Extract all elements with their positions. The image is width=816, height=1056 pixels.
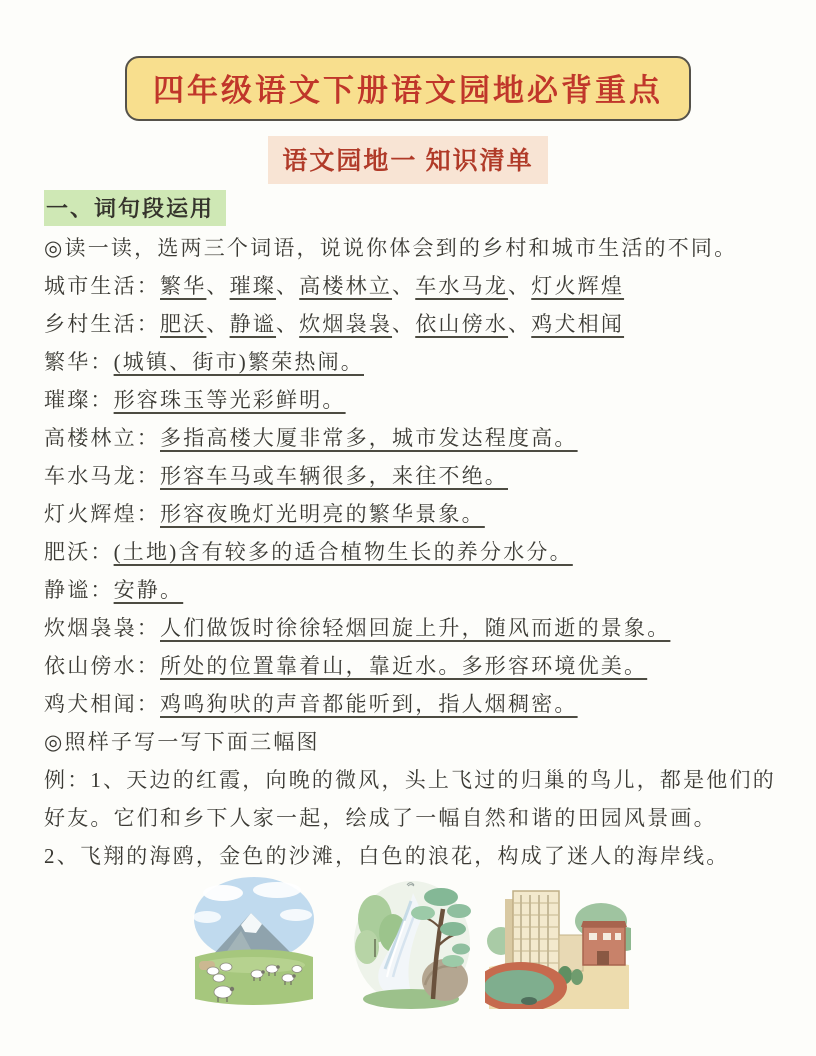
- text-line: [44, 229, 780, 267]
- text-line: [44, 761, 780, 837]
- text-line: [44, 571, 780, 609]
- plain-text: 城市生活：: [44, 274, 160, 298]
- plain-text: 鸡犬相闻：: [44, 692, 160, 716]
- text-line: [44, 381, 780, 419]
- plain-text: 乡村生活：: [44, 312, 160, 336]
- plain-text: 高楼林立：: [44, 426, 160, 450]
- plain-text: 、: [392, 312, 416, 336]
- plain-text: 、: [508, 312, 532, 336]
- plain-text: 、: [206, 312, 230, 336]
- text-line: [44, 533, 780, 571]
- text-line: [44, 685, 780, 723]
- plain-text: 、: [508, 274, 532, 298]
- plain-text: 静谧：: [44, 578, 114, 602]
- underlined-text: (城镇、街市)繁荣热闹。: [113, 350, 364, 374]
- underlined-text: 肥沃: [160, 312, 207, 336]
- plain-text: ◎照样子写一写下面三幅图: [44, 730, 320, 754]
- text-line: [44, 647, 780, 685]
- page-title-box: [125, 56, 691, 121]
- page-content: [44, 190, 780, 1009]
- underlined-text: 所处的位置靠着山，靠近水。多形容环境优美。: [160, 654, 648, 678]
- text-line: [44, 609, 780, 647]
- text-line: [44, 267, 780, 305]
- underlined-text: 璀璨: [229, 274, 277, 298]
- text-line: [44, 305, 780, 343]
- underlined-text: 车水马龙: [415, 274, 509, 298]
- text-line: [44, 419, 780, 457]
- text-line: [44, 343, 780, 381]
- plain-text: ◎读一读，选两三个词语，说说你体会到的乡村和城市生活的不同。: [44, 236, 738, 260]
- stream-and-tree-image: [353, 877, 471, 1009]
- underlined-text: 静谧: [229, 312, 277, 336]
- underlined-text: 形容夜晚灯光明亮的繁华景象。: [160, 502, 485, 526]
- underlined-text: 多指高楼大厦非常多，城市发达程度高。: [160, 426, 578, 450]
- page-title: 四年级语文下册语文园地必背重点: [153, 73, 663, 108]
- text-line: [44, 495, 780, 533]
- text-line: [44, 837, 780, 875]
- plain-text: 2、飞翔的海鸥，金色的沙滩，白色的浪花，构成了迷人的海岸线。: [44, 844, 730, 868]
- underlined-text: (土地)含有较多的适合植物生长的养分水分。: [113, 540, 573, 564]
- underlined-text: 高楼林立: [299, 274, 393, 298]
- underlined-text: 鸡犬相闻: [531, 312, 625, 336]
- stream-illustration: [353, 877, 471, 1009]
- underlined-text: 安静。: [113, 578, 184, 602]
- text-line: [44, 457, 780, 495]
- underlined-text: 炊烟袅袅: [299, 312, 393, 336]
- body-text: [44, 229, 780, 875]
- plain-text: 、: [276, 312, 300, 336]
- illustration-row: [44, 877, 780, 1009]
- school-illustration: [485, 877, 631, 1009]
- plain-text: 车水马龙：: [44, 464, 160, 488]
- underlined-text: 形容珠玉等光彩鲜明。: [113, 388, 346, 412]
- plain-text: 、: [276, 274, 300, 298]
- plain-text: 肥沃：: [44, 540, 114, 564]
- page-subtitle: 语文园地一 知识清单: [268, 136, 547, 184]
- plain-text: 繁华：: [44, 350, 114, 374]
- underlined-text: 形容车马或车辆很多，来往不绝。: [160, 464, 508, 488]
- plain-text: 璀璨：: [44, 388, 114, 412]
- plain-text: 、: [206, 274, 230, 298]
- underlined-text: 灯火辉煌: [531, 274, 625, 298]
- plain-text: 炊烟袅袅：: [44, 616, 160, 640]
- text-line: [44, 723, 780, 761]
- underlined-text: 人们做饭时徐徐轻烟回旋上升，随风而逝的景象。: [160, 616, 671, 640]
- school-playground-image: [485, 877, 631, 1009]
- plain-text: 灯火辉煌：: [44, 502, 160, 526]
- plain-text: 、: [392, 274, 416, 298]
- snow-mountain-pasture-image: [193, 877, 315, 1009]
- underlined-text: 依山傍水: [415, 312, 509, 336]
- underlined-text: 鸡鸣狗吠的声音都能听到，指人烟稠密。: [160, 692, 578, 716]
- plain-text: 依山傍水：: [44, 654, 160, 678]
- plain-text: 例：1、天边的红霞，向晚的微风，头上飞过的归巢的鸟儿，都是他们的好友。它们和乡下人家一起，绘成了一幅自然和谐的田园风景画。: [44, 768, 776, 830]
- section-header: 一、词句段运用: [44, 190, 226, 226]
- pasture-illustration: [193, 877, 315, 1009]
- underlined-text: 繁华: [160, 274, 207, 298]
